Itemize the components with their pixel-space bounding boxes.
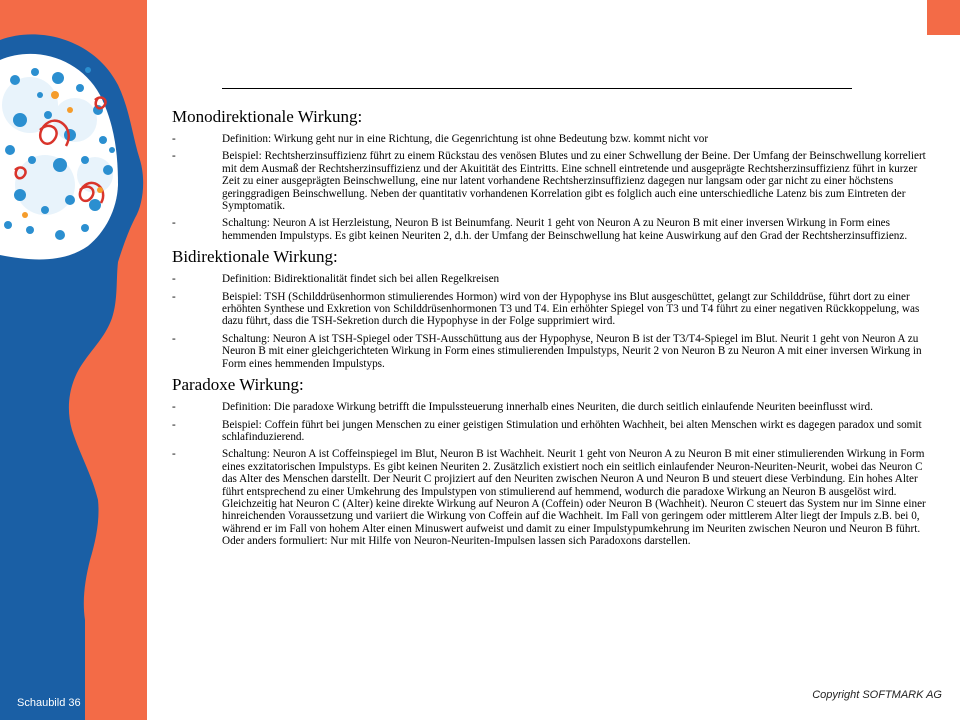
top-divider [222,88,852,89]
bullet-text: Schaltung: Neuron A ist TSH-Spiegel oder TSH-Ausschüttung aus der Hypophyse, Neuron B ist der T3/T4-Spiegel im Blut. Neurit 1 geht von Neuron A zu Neuron B mit einer gleichgerichteten Wirkung in Form eines stimulierenden Impulstyps, Neurit 2 von Neuron B zu Neuron A mit einer inversen Wirkung in Form eines hemmenden Impulstyps. [222,332,922,370]
bullet-text: Beispiel: Rechtsherzinsuffizienz führt zu einem Rückstau des venösen Blutes und zu einer Schwellung der Beine. Der Umfang der Beinschwellung korreliert mit dem Ausmaß der Rechtsherzinsuffizienz und der Akuitität des Eintritts. Eine schnell eintretende und ausgeprägte Rechtsherzinsuffizienz führt in kurzer Zeit zu einer ausgeprägten Beinschwellung, eine nur latent vorhandene Rechtsherzinsuffizienz dagegen nur langsam oder gar nicht zu einer höchstens geringgradigen Beinschwellung. Neben der quantitativ vorhandenen Korrelation gibt es folglich auch eine unterschiedliche Latenz bis zum Eintreten der Symptomatik. [222,150,926,213]
head-illustration [0,0,147,720]
bullet-marker: - [172,150,176,163]
slide-content [172,107,932,553]
bullet-item [172,419,932,444]
bullet-marker: - [172,332,176,345]
bullet-marker: - [172,418,176,431]
bullet-item [172,133,932,145]
corner-accent [927,0,960,35]
bullet-text: Schaltung: Neuron A ist Herzleistung, Neuron B ist Beinumfang. Neurit 1 geht von Neuron A zu Neuron B mit einer inversen Wirkung in Form eines hemmenden Impulstyps. Es gibt keinen Neuriten 2, d.h. der Umfang der Beinschwellung hat keine Auswirkung auf den Grad der Rechtsherzinsuffizienz. [222,217,908,242]
section-heading: Paradoxe Wirkung: [172,375,304,395]
section-bidirektional [172,247,932,370]
bullet-text: Beispiel: Coffein führt bei jungen Menschen zu einer geistigen Stimulation und erhöhten Wachheit, bei alten Menschen wirkt es dagegen paradox und somit schlafinduzierend. [222,418,922,443]
bullet-text: Definition: Die paradoxe Wirkung betrifft die Impulssteuerung innerhalb eines Neuriten, die durch seitlich einlaufende Neuriten beeinflusst wird. [222,401,873,414]
section-heading: Monodirektionale Wirkung: [172,107,363,126]
bullet-item [172,401,932,413]
bullet-item [172,333,932,370]
bullet-marker: - [172,217,176,230]
bullet-marker: - [172,290,176,303]
section-monodirektional [172,107,932,242]
slide-number: Schaubild 36 [17,697,81,709]
bullet-marker: - [172,401,176,414]
bullet-marker: - [172,273,176,286]
bullet-item [172,291,932,328]
section-heading: Bidirektionale Wirkung: [172,247,338,267]
bullet-text: Schaltung: Neuron A ist Coffeinspiegel im Blut, Neuron B ist Wachheit. Neurit 1 geht von Neuron A zu Neuron B mit einer stimulierenden Wirkung in Form eines exzitatorischen Impulstyps. Es gibt keinen Neuriten 2. Zusätzlich existiert noch ein seitlich einlaufender Neuron-Neuriten-Neurit, wobei das Neuron C das Alter des Menschen darstellt. Der Neurit C projiziert auf den Neuriten zwischen Neuron A und Neuron B und steuert diese Verbindung. Ein hohes Alter führt entsprechend zu einer Umkehrung des Impulstypen von stimulierend auf hemmend, wodurch die paradoxe Wirkung an Neuron B ausgelöst wird. Gleichzeitig hat Neuron C (Alter) keine direkte Wirkung auf Neuron A (Coffein) oder Neuron B (Wachheit). Neuron C steuert das System nur im Sinne einer hinreichenden Voraussetzung und variiert die Wirkung von Coffein auf die Wachheit. Im Fall von geringem oder mittlerem Alter liegt der Impuls z.B. bei 0, während er im Fall von hohem Alter einen Minuswert aufweist und damit zu einer Impulstypumkehrung im Neuriten zwischen Neuron und Neuron B führt. Oder anders formuliert: Nur mit Hilfe von Neuron-Neuriten-Impulsen lassen sich Paradoxons darstellen. [222,448,926,548]
bullet-text: Definition: Bidirektionalität findet sich bei allen Regelkreisen [222,273,500,286]
section-paradox [172,375,932,547]
copyright-notice: Copyright SOFTMARK AG [812,689,942,701]
bullet-marker: - [172,448,176,461]
bullet-item [172,448,932,547]
bullet-text: Beispiel: TSH (Schilddrüsenhormon stimulierendes Hormon) wird von der Hypophyse ins Blut ausgeschüttet, gelangt zur Schilddrüse, führt dort zu einer erhöhten Synthese und Exkretion von Schilddrüsenhormonen T3 und T4. Ein erhöhter Spiegel von T3 und T4 führt zu einer negativen Rückkoppelung, was dazu führt, dass die TSH-Sekretion durch die Hypophyse in der Folge supprimiert wird. [222,290,920,328]
bullet-item [172,273,932,285]
bullet-item [172,150,932,212]
sidebar-panel [0,0,147,720]
bullet-marker: - [172,133,176,145]
bullet-item [172,217,932,242]
bullet-text: Definition: Wirkung geht nur in eine Richtung, die Gegenrichtung ist ohne Bedeutung bzw. kommt nicht vor [222,133,709,145]
